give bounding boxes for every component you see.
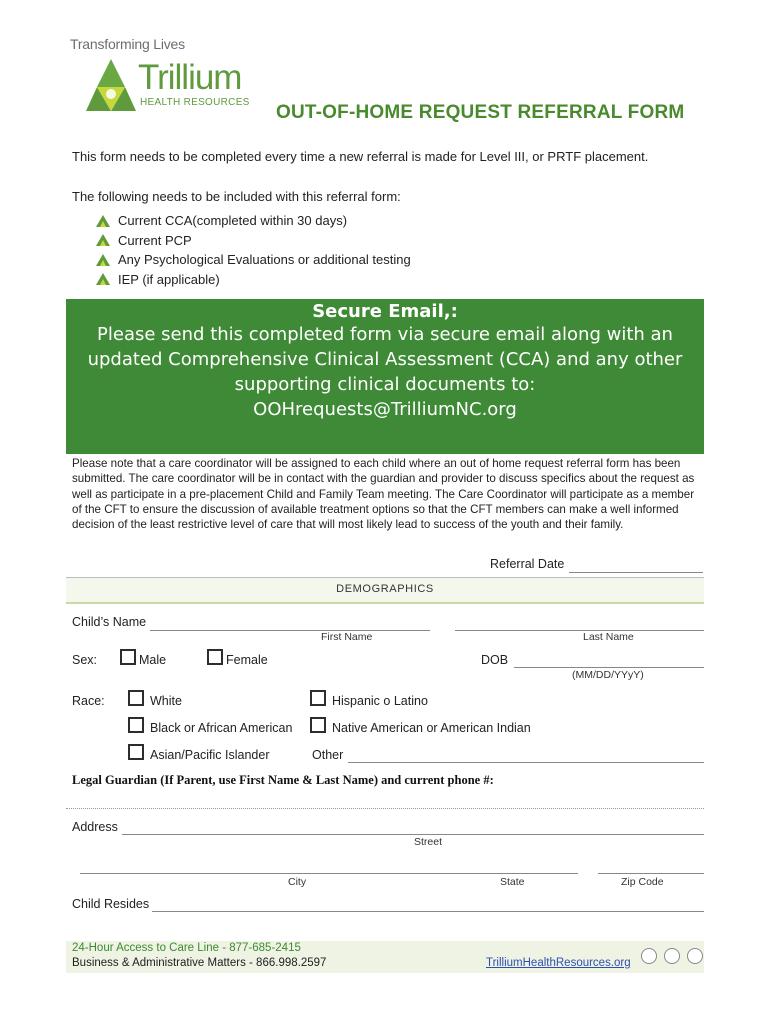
secure-email-line-1: Please send this completed form via secure email along with an [97,324,673,345]
website-link[interactable]: TrilliumHealthResources.org [486,957,631,969]
race-label: Race: [72,694,105,708]
secure-email-heading: Secure Email,: [312,301,458,322]
demographics-title: DEMOGRAPHICS [336,583,434,595]
accreditation-seal-icon [664,948,680,964]
secure-email-line-2: updated Comprehensive Clinical Assessment (CCA) and any other [87,349,683,370]
list-item-label: IEP (if applicable) [118,271,220,287]
race-black-label: Black or African American [150,721,293,735]
list-item-label: Any Psychological Evaluations or additional testing [118,252,411,267]
race-white-label: White [150,694,182,708]
childs-name-label: Child’s Name [72,615,147,629]
race-hispanic-label: Hispanic o Latino [332,694,428,708]
list-item-label: Current PCP [118,232,192,248]
last-name-caption: Last Name [583,631,634,643]
race-other-label: Other [312,748,344,762]
bullet-trillium-icon [96,215,110,227]
requirements-list [96,211,411,289]
logo-subtitle: HEALTH RESOURCES [140,97,250,108]
dob-field[interactable] [514,667,704,668]
city-caption: City [288,876,307,888]
race-other-field[interactable] [348,762,704,763]
list-item-label: Current CCA(completed within 30 days) [118,213,348,228]
trillium-logo-icon [84,57,138,117]
zip-caption: Zip Code [621,876,664,888]
child-resides-field[interactable] [152,911,704,912]
legal-guardian-field[interactable] [66,808,704,809]
care-coordinator-note: Please note that a care coordinator will be assigned to each child where an out of home request referral form has been submitted. The care coordinator will be in contact with the guardian and provider to discuss specifics about the request as well as participate in a pre-placement Child and Family Team meeting. The Care Coordinator will participate as a member of the CFT to ensure the discussion of available treatment options so that the CFT members can make a well informed decision of the least restrictive level of care that will most likely lead to success of the youth and their family. [72,457,695,532]
city-field[interactable] [80,873,500,874]
referral-date-label: Referral Date [490,557,565,571]
tagline: Transforming Lives [70,36,185,52]
list-item [96,211,411,231]
race-asian-checkbox[interactable] [128,744,144,760]
accreditation-seal-icon [687,948,703,964]
accreditation-seal-icon [641,948,657,964]
business-line-text: Business & Administrative Matters - 866.998.2597 [72,957,327,969]
race-asian-label: Asian/Pacific Islander [150,748,270,762]
secure-email-line-3: supporting clinical documents to: [234,374,536,395]
form-title: OUT-OF-HOME REQUEST REFERRAL FORM [276,102,685,123]
race-hispanic-checkbox[interactable] [310,690,326,706]
first-name-field[interactable] [150,630,430,631]
state-field[interactable] [500,873,578,874]
male-label: Male [139,653,167,667]
first-name-caption: First Name [321,631,373,643]
race-white-checkbox[interactable] [128,690,144,706]
street-caption: Street [414,836,443,848]
requirements-heading: The following needs to be included with this referral form: [72,189,401,204]
intro-text: This form needs to be completed every time a new referral is made for Level III, or PRTF placement. [72,149,649,164]
list-item [96,231,411,251]
care-line-text: 24-Hour Access to Care Line - 877-685-2415 [72,942,301,954]
race-black-checkbox[interactable] [128,717,144,733]
list-item [96,270,411,290]
dob-label: DOB [481,653,509,667]
secure-email-box [66,299,704,454]
address-label: Address [72,820,118,834]
race-native-label: Native American or American Indian [332,721,531,735]
legal-guardian-label: Legal Guardian (If Parent, use First Name & Last Name) and current phone #: [72,773,494,787]
secure-email-address[interactable]: OOHrequests@TrilliumNC.org [253,399,517,420]
bullet-trillium-icon [96,273,110,285]
state-caption: State [500,876,525,888]
bullet-trillium-icon [96,254,110,266]
male-checkbox[interactable] [120,649,136,665]
sex-label: Sex: [72,653,98,667]
race-native-checkbox[interactable] [310,717,326,733]
last-name-field[interactable] [455,630,704,631]
female-checkbox[interactable] [207,649,223,665]
zip-field[interactable] [598,873,704,874]
logo-name: Trillium [138,58,242,97]
referral-date-field[interactable] [569,572,703,573]
dob-format-caption: (MM/DD/YYyY) [572,669,644,681]
female-label: Female [226,653,268,667]
list-item [96,250,411,270]
street-field[interactable] [122,834,704,835]
child-resides-label: Child Resides [72,897,150,911]
bullet-trillium-icon [96,234,110,246]
